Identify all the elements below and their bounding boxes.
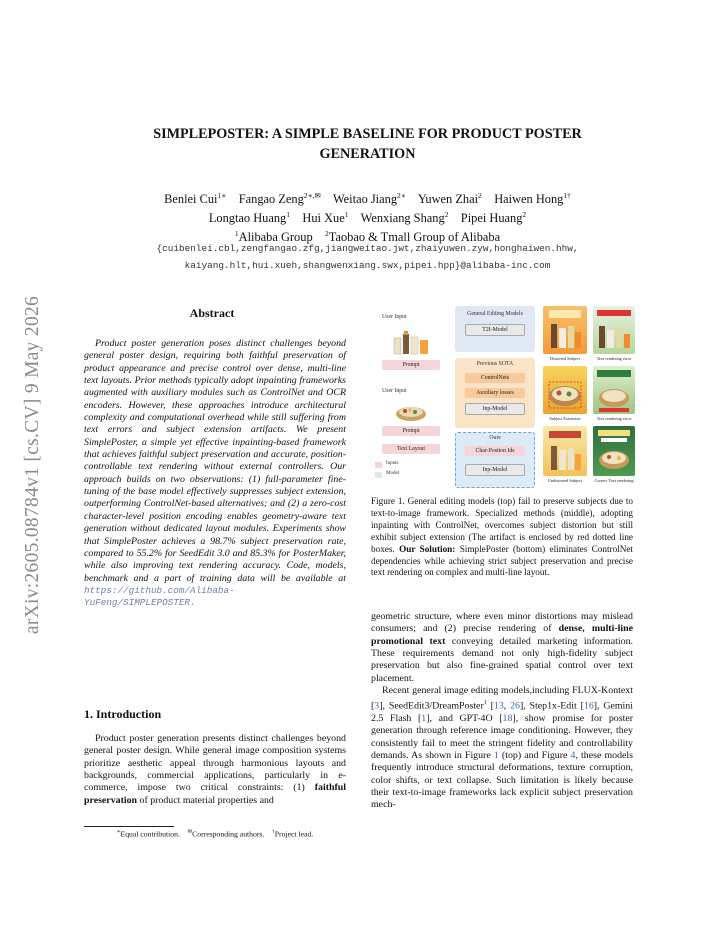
citation-link[interactable]: 3 [374,700,380,712]
right-column-body [371,611,633,812]
author-name: Fangao Zeng [238,192,304,207]
email-line: kaiyang.hlt,hui.xueh,shangwenxiang.swx,pipei.hpp}@alibaba-inc.com [184,260,551,271]
product-image-bottles [391,328,431,356]
author-name: Wenxiang Shang [360,211,445,226]
author-name: Pipei Huang [460,211,523,226]
result-correct-text [593,426,635,476]
result-distorted-subject [543,306,587,354]
paragraph: geometric structure, where even minor distortions may mislead consumers; and (2) precise rendering of dense, multi-line promotional text conveying detailed marketing information. These requirements demand not only high-fidelity subject preservation but also fine-grained spatial control over text placement. [371,611,634,684]
citation-link[interactable]: 18 [502,713,513,725]
caption-text-error-2: Text rendering error [596,416,632,421]
citation-link[interactable]: 26 [510,700,520,712]
author-name: Benlei Cui [164,192,218,207]
char-position-ids-block: Char-Postion Ids [465,446,525,456]
caption-subject-extension: Subject Extension [549,416,581,421]
abstract-heading: Abstract [189,306,235,320]
user-input-label-2: User Input [382,388,407,394]
caption-correct-text: Correct Text rendering [594,478,634,483]
prompt-block-1: Prompt [382,360,440,370]
t2i-model-block: T2I-Model [465,324,525,336]
product-image-bowl [393,402,429,422]
author-name: Hui Xue [302,211,345,226]
affiliation: Taobao & Tmall Group of Alibaba [328,230,501,245]
affiliation: Alibaba Group [238,230,313,245]
inp-model-block-2: Inp-Model [465,464,525,476]
prompt-block-2: Prompt [382,426,440,436]
paragraph: Recent general image editing models,including FLUX-Kontext [3], SeedEdit3/DreamPoster$^1$ [13, 26], Step1x-Edit [16], Gemini 2.5 Flash [1], and GPT-4O [18], show promise for poster generation through reference image conditioning. However, they consistently fail to meet the stringent fidelity and controllability demands. As shown in Figure 1 (top) and Figure 4, these models frequently introduce structural deformations, texture corruption, color shifts, or text collapse. Such limitation is likely because their text-to-image frameworks lack explicit subject preservation mech- [371,685,633,811]
title-line-1: SIMPLEPOSTER: A SIMPLE BASELINE FOR PRODUCT POSTER [153,126,582,142]
figure-link[interactable]: 1 [493,750,499,762]
introduction-heading: 1. Introduction [84,707,162,721]
controlnets-block: ControlNets [465,373,525,383]
legend-model-label: Model [386,471,400,476]
legend-inputs-swatch [375,462,382,468]
caption-text-error-1: Text rendering error [596,356,632,361]
caption-undistorted-subject: Undistorted Subject [547,478,583,483]
auxiliary-losses-block: Auxiliary losses [465,388,525,398]
github-link[interactable]: https://github.com/Alibaba-YuFeng/SIMPLEPOSTER. [84,584,235,609]
authors-line-2: Longtao Huang$^1$ Hui Xue$^1$ Wenxiang Shang$^2$ Pipei Huang$^2$ [208,210,527,226]
ours-title: Ours [489,435,501,441]
figure-1 [371,306,636,488]
author-name: Longtao Huang [208,211,287,226]
paper-title [90,124,645,164]
inp-model-block-1: Inp-Model [465,403,525,415]
caption-distorted-subject: Distorted Subject [550,356,580,361]
text-layout-block: Text Layout [382,444,440,454]
result-text-error-2 [593,366,635,414]
figure-1-caption: Figure 1. General editing models (top) fail to preserve subjects due to text-to-image framework. Specialized methods (middle), adopting inpainting with ControlNet, overcomes subject distortion but still exhibit subject extension (The artifact is enclosed by red dotted line boxes. Our Solution: SimplePoster (bottom) eliminates ControlNet dependencies while achieving strict subject preservation and precise text rendering on complex and multi-line layout. [371,496,633,578]
previous-sota-title: Previous SOTA [476,361,514,367]
affiliations: $^1$Alibaba Group $^2$Taobao & Tmall Group of Alibaba [234,229,501,245]
authors-line-1: Benlei Cui$^{1∗}$ Fangao Zeng$^{2∗,✉}$ Weitao Jiang$^{2∗}$ Yuwen Zhai$^2$ Haiwen Hong$^{1\dagger}$ [164,191,571,207]
result-subject-extension [543,366,587,414]
citation-link[interactable]: 16 [583,700,594,712]
arxiv-sidebar [18,255,48,675]
email-line: {cuibenlei.cbl,zengfangao.zfg,jiangweitao.jwt,zhaiyuwen.zyw,honghaiwen.hhw, [156,243,579,254]
footnote: ∗Equal contribution. ✉Corresponding authors. †Project lead. [116,829,314,839]
author-name: Yuwen Zhai [417,192,479,207]
citation-link[interactable]: 13 [493,700,504,712]
citation-link[interactable]: 1 [421,713,427,725]
author-name: Weitao Jiang [332,192,398,207]
legend-inputs-label: Inputs [386,461,399,466]
title-line-2: GENERATION [319,146,416,162]
user-input-label-1: User Input [382,314,407,320]
legend-model-swatch [375,472,382,478]
footnote-rule [84,826,174,827]
general-editing-title: General Editing Models [467,311,523,317]
figure-link[interactable]: 4 [570,750,576,762]
introduction-paragraph: Product poster generation presents distinct challenges beyond general poster design. While general image composition systems prioritize aesthetic appeal through harmonious layouts and backgrounds, commercial applications, particularly in e-commerce, impose two critical constraints: (1) faithful preservation of product material properties and [84,733,346,806]
result-text-error-1 [593,306,635,354]
abstract-body: Product poster generation poses distinct challenges beyond general poster design, requiring both faithful preservation of product appearance and precise control over dense, multi-line text layouts. Prior methods typically adopt inpainting frameworks augmented with auxiliary modules such as ControlNet and OCR encoders. However, these approaches introduce architectural complexity and computational overhead while still suffering from text errors and subject extension artifacts. We present SimplePoster, a simple yet effective inpainting-based framework that achieves faithful subject preservation and accurate, position-controllable text rendering without external controllers. Our approach builds on two observations: (1) full-parameter fine-tuning of the base model effectively suppresses subject extension, outperforming ControlNet-based alternatives; and (2) a zero-cost character-level position encoding enables geometry-aware text generation without dedicated layout modules. Experiments show that SimplePoster achieves a 98.7% subject preservation rate, compared to 55.2% for SeedEdit 3.0 and 85.3% for PosterMaker, while also improving text rendering accuracy. Code, models, benchmark and a part of training data will be available at https://github.com/Alibaba-YuFeng/SIMPLEPOSTER. [84,338,346,609]
arxiv-identifier: arXiv:2605.08784v1 [cs.CV] 9 May 2026 [22,295,43,635]
result-undistorted-subject [543,426,587,476]
author-name: Haiwen Hong [494,192,564,207]
author-block [90,188,645,245]
email-block [90,240,645,274]
